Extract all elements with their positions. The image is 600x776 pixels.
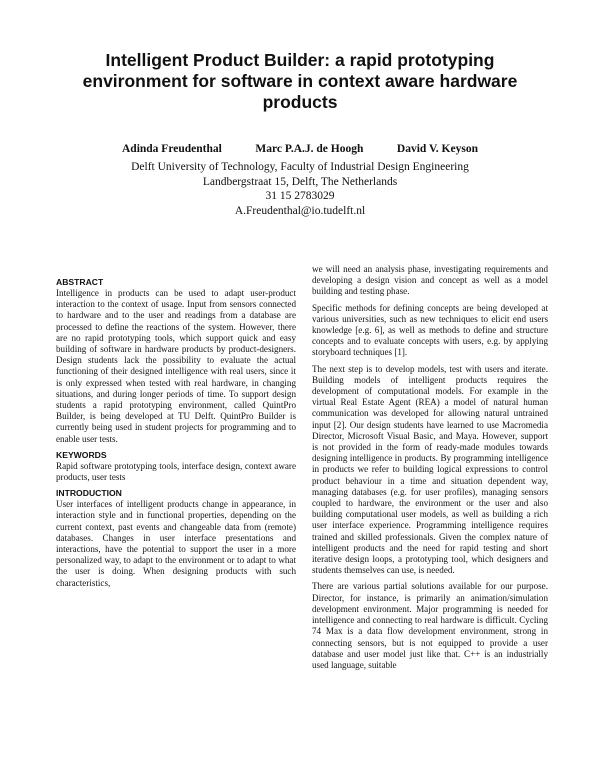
- author-name: Marc P.A.J. de Hoogh: [255, 143, 364, 155]
- body-paragraph: Specific methods for defining concepts are being developed at various universities, such as new techniques to elicit end users knowledge [e.g. 6], as well as methods to define and structure concepts and to evaluate concepts with users, e.g. by applying storyboard techniques [1].: [312, 302, 548, 358]
- abstract-text: Intelligence in products can be used to adapt user-product interaction to the context of usage. Input from sensors connected to hardware and to the user and readings from a database are processed to define the reactions of the system. However, there are no rapid prototyping tools, which support quick and easy building of software in hardware products by product-designers. Design students lack the possibility to evaluate the actual functioning of their designed intelligence with real users, since it is only expressed when tested with real hardware, in changing situations, and during longer periods of time. To support design students a rapid prototyping environment, called QuintPro Builder, is being developed at TU Delft. QuintPro Builder is currently being used in student projects for programming and to enable user tests.: [56, 288, 296, 444]
- keywords-heading: KEYWORDS: [56, 449, 107, 460]
- email: A.Freudenthal@io.tudelft.nl: [234, 204, 366, 217]
- introduction-heading: INTRODUCTION: [56, 488, 122, 499]
- body-paragraph: we will need an analysis phase, investigating requirements and developing a design vision and concept as well as a model building and testing phase.: [312, 264, 548, 297]
- abstract-heading: ABSTRACT: [56, 277, 104, 287]
- phone: 31 15 2783029: [265, 190, 335, 202]
- affiliation: Delft University of Technology, Faculty of Industrial Design Engineering: [131, 161, 469, 173]
- author-name: David V. Keyson: [396, 143, 478, 155]
- keywords-text: Rapid software prototyping tools, interface design, context aware products, user tests: [56, 460, 296, 483]
- address: Landbergstraat 15, Delft, The Netherlands: [202, 175, 398, 188]
- left-column: [56, 277, 296, 594]
- affiliation-block: [60, 160, 540, 218]
- body-paragraph: There are various partial solutions available for our purpose. Director, for instance, is primarily an animation/simulation development environment. Major programming is needed for intelligence and connecting to real hardware is difficult. Cycling 74 Max is a data flow development environment, strong in connecting sensors, but is not equipped to provide a user database and user model just like that. C++ is an industrially used language, suitable: [312, 581, 548, 670]
- body-paragraph: The next step is to develop models, test with users and iterate. Building models of intelligent products requires the development of computational models. For example in the virtual Real Estate Agent (REA) a model of natural human communication was developed for allowing natural untrained input [2]. Our design students have learned to use Macromedia Director, Microsoft Visual Basic, and Maya. However, support is not provided in the form of ready-made modules towards designing intelligence in products. By programming intelligence in products we refer to building logical expressions to control product behaviour in a time and situation dependent way, managing databases (e.g. for user profiles), managing sensors coupled to hardware, the environment or the user and also building computational user models, as well as building a rich user interface experience. Programming intelligence requires trained and skilled professionals. Given the complex nature of intelligent products and the need for rapid testing and short iterative design loops, a prototyping tool, which designers and students themselves can use, is needed.: [312, 363, 548, 576]
- paper-title: Intelligent Product Builder: a rapid prototyping environment for software in context aware hardware products: [82, 50, 518, 112]
- introduction-text: User interfaces of intelligent products change in appearance, in interaction style and in functional properties, depending on the current context, past events and changeable data from (remote) databases. Changes in user interface presentations and interactions, have the potential to support the user in a more personalized way, to adapt to the environment or to adapt to what the user is doing. When designing products with such characteristics,: [56, 499, 296, 588]
- right-column: [312, 264, 548, 676]
- author-list: [60, 143, 540, 155]
- author-name: Adinda Freudenthal: [122, 143, 222, 155]
